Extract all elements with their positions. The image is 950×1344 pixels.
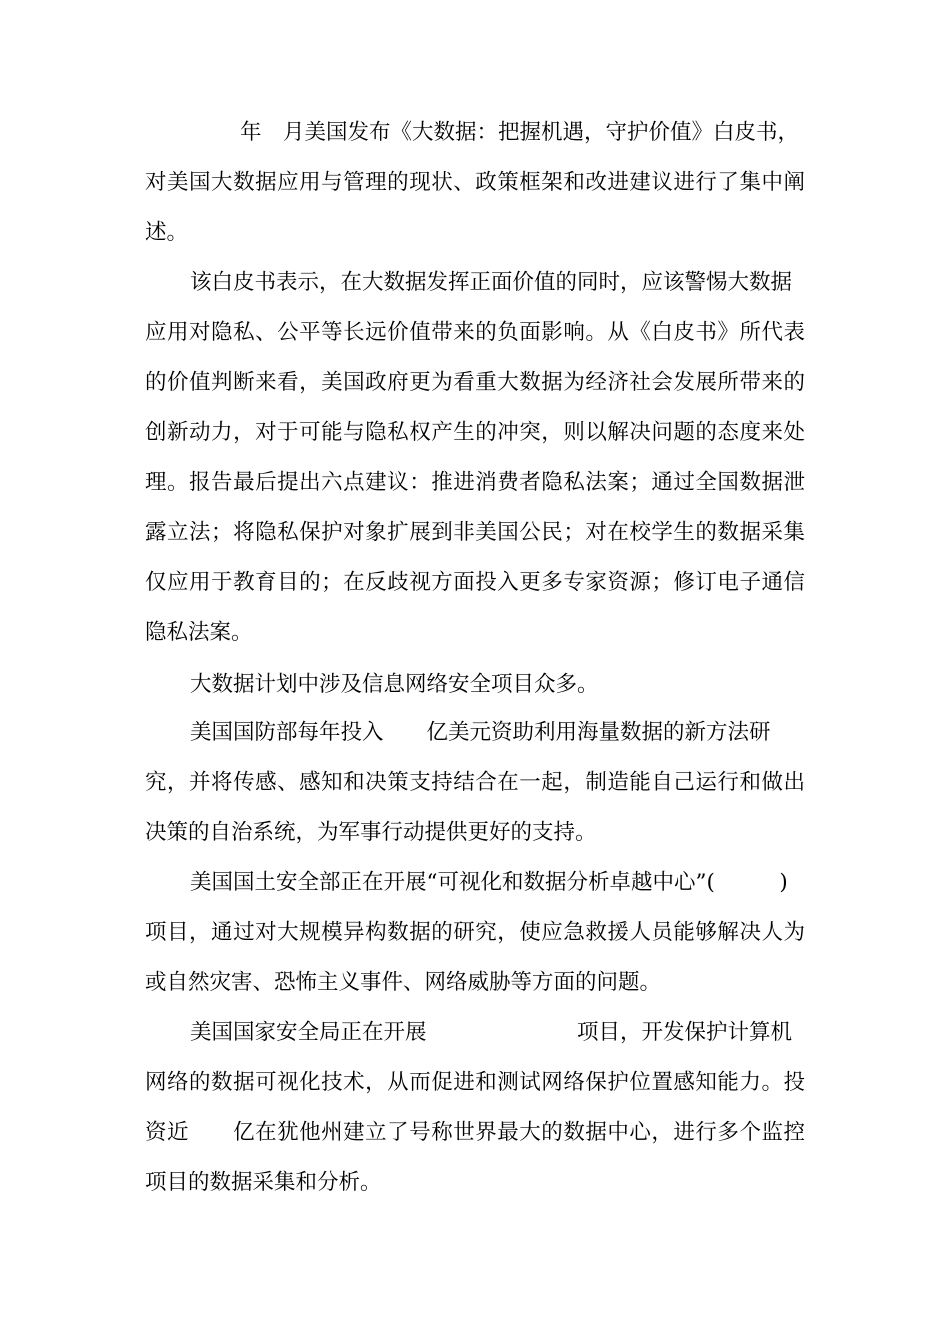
text-line-7: 创新动力，对于可能与隐私权产生的冲突，则以解决问题的态度来处: [145, 420, 805, 445]
text-line-20: 网络的数据可视化技术，从而促进和测试网络保护位置感知能力。投: [145, 1070, 805, 1095]
text-line-10: 仅应用于教育目的；在反歧视方面投入更多专家资源；修订电子通信: [145, 570, 805, 595]
text-line-9: 露立法；将隐私保护对象扩展到非美国公民；对在校学生的数据采集: [145, 520, 805, 545]
text-line-19: 美国国家安全局正在开展 项目，开发保护计算机: [190, 1020, 793, 1045]
text-line-8: 理。报告最后提出六点建议：推进消费者隐私法案；通过全国数据泄: [145, 470, 805, 495]
text-line-13: 美国国防部每年投入 亿美元资助利用海量数据的新方法研: [190, 720, 771, 745]
text-line-22: 项目的数据采集和分析。: [145, 1170, 382, 1195]
text-line-5: 应用对隐私、公平等长远价值带来的负面影响。从《白皮书》所代表: [145, 320, 805, 345]
text-line-6: 的价值判断来看，美国政府更为看重大数据为经济社会发展所带来的: [145, 370, 805, 395]
text-line-14: 究，并将传感、感知和决策支持结合在一起，制造能自己运行和做出: [145, 770, 805, 795]
text-line-1: 年 月美国发布《大数据：把握机遇，守护价值》白皮书，: [240, 120, 800, 145]
text-line-2: 对美国大数据应用与管理的现状、政策框架和改进建议进行了集中阐: [145, 170, 805, 195]
text-line-21: 资近 亿在犹他州建立了号称世界最大的数据中心，进行多个监控: [145, 1120, 805, 1145]
text-line-3: 述。: [145, 220, 189, 245]
text-line-12: 大数据计划中涉及信息网络安全项目众多。: [190, 672, 599, 697]
text-line-4: 该白皮书表示，在大数据发挥正面价值的同时，应该警惕大数据: [190, 270, 793, 295]
text-line-11: 隐私法案。: [145, 620, 253, 645]
text-line-15: 决策的自治系统，为军事行动提供更好的支持。: [145, 820, 597, 845]
text-line-16: 美国国土安全部正在开展“可视化和数据分析卓越中心”( ): [190, 870, 788, 895]
text-line-18: 或自然灾害、恐怖主义事件、网络威胁等方面的问题。: [145, 970, 662, 995]
text-line-17: 项目，通过对大规模异构数据的研究，使应急救援人员能够解决人为: [145, 920, 805, 945]
